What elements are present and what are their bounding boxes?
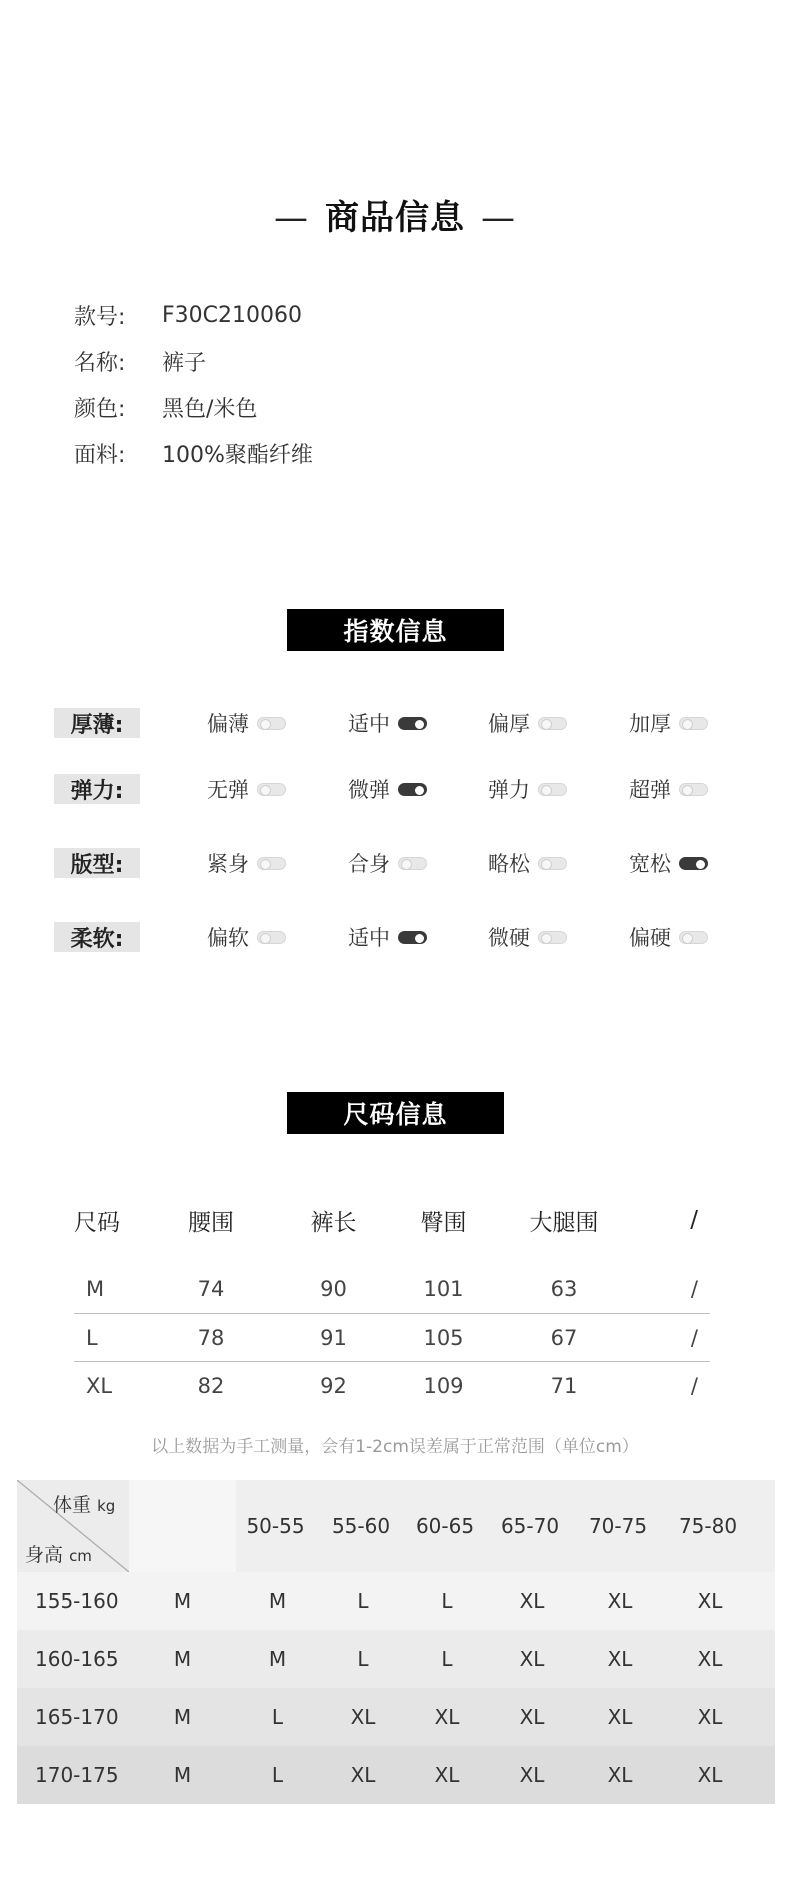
- table-cell: /: [690, 1325, 698, 1350]
- size-cell: M: [173, 1705, 192, 1729]
- header-size: 尺码: [74, 1209, 120, 1236]
- table-cell: 71: [550, 1373, 578, 1398]
- toggle-icon: [538, 717, 567, 730]
- index-option: [488, 922, 567, 952]
- size-cell: XL: [434, 1763, 460, 1787]
- wh-header: [17, 1480, 775, 1572]
- index-row: [54, 774, 754, 804]
- info-value: 黑色/米色: [162, 396, 258, 422]
- weight-range-header: 75-80: [678, 1514, 738, 1538]
- size-cell: L: [441, 1647, 453, 1671]
- info-key: 名称:: [74, 350, 126, 376]
- index-option-label: 适中: [348, 712, 390, 736]
- size-cell: M: [268, 1647, 287, 1671]
- index-option-label: 超弹: [629, 778, 671, 802]
- toggle-icon: [257, 717, 286, 730]
- toggle-icon: [398, 717, 427, 730]
- size-cell: M: [173, 1763, 192, 1787]
- weight-range-header: 50-55: [246, 1514, 305, 1538]
- info-key: 颜色:: [74, 396, 126, 422]
- header-length: 裤长: [310, 1209, 357, 1236]
- index-option: [207, 708, 286, 738]
- index-option: [629, 774, 708, 804]
- size-table-header: [74, 1195, 710, 1245]
- size-cell: XL: [607, 1589, 633, 1613]
- index-option-label: 偏软: [207, 926, 249, 950]
- size-cell: L: [271, 1763, 284, 1787]
- info-key: 款号:: [74, 304, 126, 330]
- header-thigh: 大腿围: [529, 1209, 599, 1236]
- toggle-icon: [257, 783, 286, 796]
- height-range-label: 160-165: [35, 1647, 119, 1671]
- weight-label: 体重 kg: [53, 1494, 116, 1516]
- info-row-style-no: [74, 292, 313, 338]
- table-cell: 105: [423, 1325, 464, 1350]
- size-cell: XL: [607, 1647, 633, 1671]
- size-cell: XL: [350, 1763, 376, 1787]
- size-cell: XL: [607, 1705, 633, 1729]
- wh-body: [17, 1572, 775, 1804]
- corner-shade: [129, 1480, 236, 1572]
- size-cell: XL: [519, 1589, 545, 1613]
- index-info-title: 指数信息: [287, 609, 504, 651]
- index-row: [54, 708, 754, 738]
- weight-range-header: 60-65: [415, 1514, 475, 1538]
- size-cell: M: [173, 1647, 192, 1671]
- toggle-icon: [257, 857, 286, 870]
- index-option-label: 无弹: [207, 778, 249, 802]
- weight-height-chart: [17, 1480, 775, 1804]
- table-cell: 90: [320, 1277, 347, 1301]
- size-cell: XL: [350, 1705, 376, 1729]
- index-option-label: 偏厚: [488, 712, 530, 736]
- header-waist: 腰围: [188, 1209, 234, 1236]
- table-cell: L: [86, 1325, 98, 1350]
- info-row-color: [74, 384, 313, 430]
- index-option-label: 微弹: [348, 778, 390, 802]
- size-cell: L: [357, 1589, 369, 1613]
- table-cell: 74: [197, 1277, 225, 1301]
- header-hip: 臀围: [420, 1209, 467, 1236]
- table-cell: 63: [550, 1277, 578, 1301]
- index-option-label: 适中: [348, 926, 390, 950]
- size-cell: XL: [519, 1705, 545, 1729]
- index-option: [348, 922, 427, 952]
- index-option-label: 加厚: [629, 712, 671, 736]
- index-label: 厚薄:: [54, 708, 140, 738]
- table-cell: M: [86, 1277, 105, 1301]
- index-option: [348, 848, 427, 878]
- index-option-label: 弹力: [488, 778, 530, 802]
- index-option: [488, 774, 567, 804]
- index-option: [488, 848, 567, 878]
- size-cell: XL: [519, 1647, 545, 1671]
- header-slash: /: [690, 1207, 698, 1233]
- size-cell: XL: [697, 1589, 723, 1613]
- size-cell: XL: [519, 1763, 545, 1787]
- info-value: 100%聚酯纤维: [162, 442, 313, 468]
- index-option-label: 略松: [488, 852, 530, 876]
- size-cell: XL: [697, 1647, 723, 1671]
- title-dash-right: —: [481, 198, 516, 238]
- product-info-title: [0, 190, 790, 239]
- toggle-icon: [538, 857, 567, 870]
- index-option: [629, 922, 708, 952]
- index-option: [348, 774, 427, 804]
- height-range-label: 170-175: [35, 1763, 119, 1787]
- toggle-icon: [257, 931, 286, 944]
- info-row-fabric: [74, 430, 313, 476]
- info-value: 裤子: [162, 350, 207, 376]
- table-cell: 91: [320, 1325, 347, 1350]
- toggle-icon: [679, 783, 708, 796]
- size-cell: XL: [697, 1763, 723, 1787]
- size-cell: XL: [434, 1705, 460, 1729]
- table-cell: 101: [423, 1277, 464, 1301]
- product-info-title-text: 商品信息: [325, 198, 465, 238]
- info-value: F30C210060: [162, 302, 302, 328]
- title-dash-left: —: [274, 198, 309, 238]
- index-row: [54, 922, 754, 952]
- info-key: 面料:: [74, 442, 126, 468]
- size-cell: L: [441, 1589, 453, 1613]
- wh-row: [17, 1688, 775, 1746]
- table-cell: 82: [197, 1373, 225, 1398]
- wh-corner: [17, 1480, 236, 1572]
- toggle-icon: [679, 717, 708, 730]
- index-option: [488, 708, 567, 738]
- size-info-title: 尺码信息: [287, 1092, 504, 1134]
- index-option-label: 宽松: [629, 852, 671, 876]
- size-cell: XL: [697, 1705, 723, 1729]
- size-cell: M: [268, 1589, 287, 1613]
- wh-row: [17, 1630, 775, 1688]
- index-label: 柔软:: [54, 922, 140, 952]
- index-option: [207, 848, 286, 878]
- wh-row: [17, 1572, 775, 1630]
- table-cell: 92: [320, 1373, 347, 1398]
- index-option: [348, 708, 427, 738]
- weight-range-header: 55-60: [331, 1514, 391, 1538]
- size-table-body: [74, 1265, 710, 1409]
- index-option: [629, 708, 708, 738]
- toggle-icon: [398, 931, 427, 944]
- index-option-label: 偏硬: [629, 926, 671, 950]
- wh-row: [17, 1746, 775, 1804]
- size-cell: L: [357, 1647, 369, 1671]
- height-range-label: 155-160: [35, 1589, 119, 1613]
- table-cell: XL: [86, 1373, 113, 1398]
- size-cell: XL: [607, 1763, 633, 1787]
- table-row: [74, 1361, 710, 1409]
- table-cell: /: [690, 1373, 698, 1398]
- toggle-icon: [679, 857, 708, 870]
- index-row: [54, 848, 754, 878]
- index-option: [207, 922, 286, 952]
- measure-note: 以上数据为手工测量，会有1-2cm误差属于正常范围（单位cm）: [151, 1437, 639, 1457]
- size-cell: L: [271, 1705, 284, 1729]
- toggle-icon: [398, 783, 427, 796]
- table-row: [74, 1313, 710, 1361]
- index-option: [207, 774, 286, 804]
- info-row-name: [74, 338, 313, 384]
- size-cell: M: [173, 1589, 192, 1613]
- toggle-icon: [398, 857, 427, 870]
- table-row: [74, 1265, 710, 1313]
- table-cell: 78: [197, 1325, 225, 1350]
- size-table: [74, 1195, 710, 1409]
- toggle-icon: [679, 931, 708, 944]
- index-option-label: 偏薄: [207, 712, 249, 736]
- weight-range-header: 65-70: [500, 1514, 560, 1538]
- toggle-icon: [538, 783, 567, 796]
- height-label: 身高 cm: [25, 1544, 92, 1566]
- index-option-label: 紧身: [207, 852, 249, 876]
- weight-range-header: 70-75: [588, 1514, 648, 1538]
- index-label: 弹力:: [54, 774, 140, 804]
- table-cell: 109: [423, 1373, 464, 1398]
- index-option: [629, 848, 708, 878]
- table-cell: 67: [550, 1325, 578, 1350]
- height-range-label: 165-170: [35, 1705, 119, 1729]
- toggle-icon: [538, 931, 567, 944]
- index-option-label: 微硬: [488, 926, 530, 950]
- product-info-list: [74, 292, 313, 476]
- table-cell: /: [690, 1277, 698, 1301]
- index-label: 版型:: [54, 848, 140, 878]
- index-option-label: 合身: [348, 852, 390, 876]
